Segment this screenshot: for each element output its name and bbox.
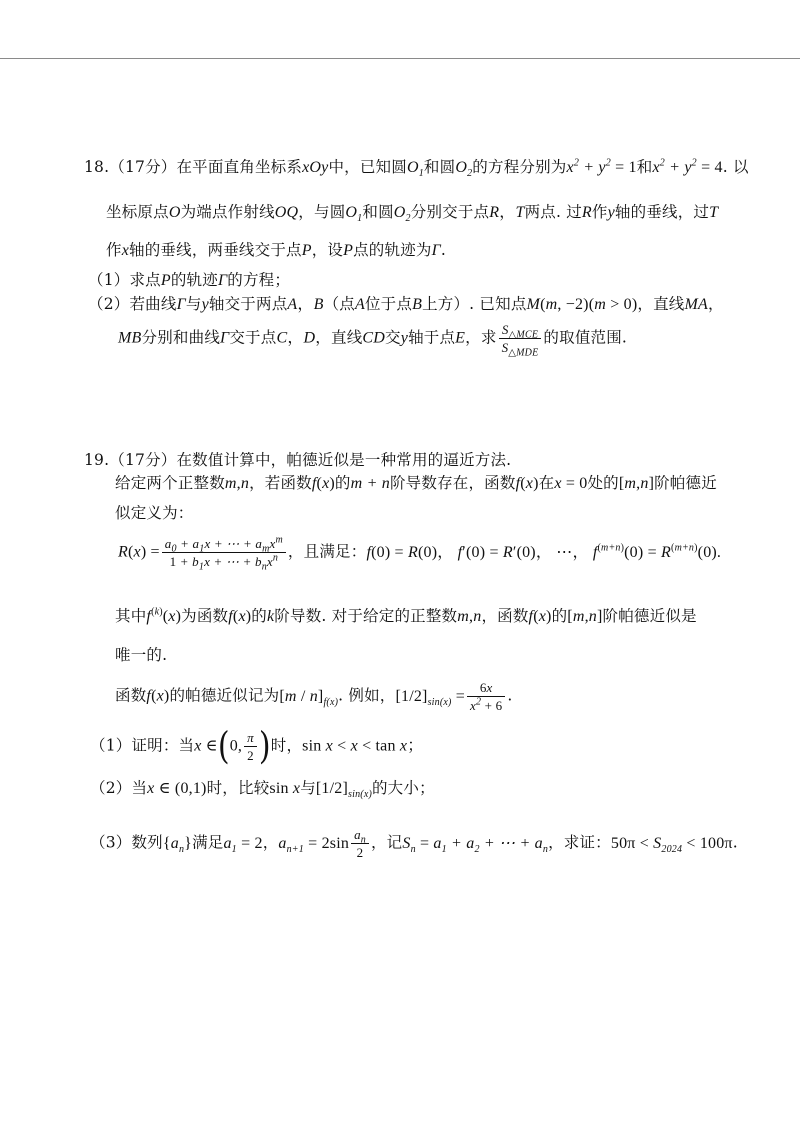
q19-mn-bracket: [m,n] [567,608,603,625]
q19-text: 为函数 [181,607,229,625]
q19-m-plus-n: m + n [350,475,390,492]
q18-a: A [354,296,365,313]
q18-text: 作 [591,203,608,221]
q19-text: ，且满足： [287,542,367,561]
q18-text: 为端点作射线 [180,203,275,221]
q19-text: 的帕德近似记为 [169,686,280,705]
q19-text: 唯一的. [115,646,168,664]
q19-text: 处的 [587,474,619,492]
q18-text: 作 [106,241,122,259]
top-divider [0,58,800,59]
q18-p: P [343,242,354,259]
q18-y: y [201,296,209,313]
q19-text: 时，比较 [206,779,270,797]
q19-text: 满足 [192,833,224,852]
q19-sum: $S_n = a_1 + a_2$ + ⋯ + $a_n$ [402,834,549,855]
q19-pi-over-2: $\frac{\pi}{2}$ [244,730,257,763]
q19-text: 似定义为： [115,504,194,522]
q18-point-m: M(m, −2)(m > 0) [526,296,638,313]
q19-text: 的 [551,607,568,625]
q19-sinx: sin x [269,780,301,797]
q18-text: 轴的垂线，两垂线交于点 [129,241,302,259]
q18-text: 和圆 [423,158,456,176]
q19-notation: $[m / n]_{f(x)}$ [279,687,339,708]
q19-line-3 [115,503,194,523]
q19-text: 与 [300,779,316,797]
q19-fx: f(x) [228,608,252,625]
q18-p: P [301,242,312,259]
q18-text: （1）求点 [88,271,161,289]
q18-text: 的方程； [227,271,291,289]
q19-recurrence: $a_{n+1} = 2\sin$ [278,834,350,855]
q18-area-ratio: $\frac{S_{\triangle MCE}}{S_{\triangle MDE}}$ [499,322,542,355]
q18-text: 轴的垂线，过 [614,203,710,221]
q19-line-1 [84,450,511,470]
q19-text: （1）证明：当 [90,736,195,755]
q18-part-2 [88,294,724,315]
q18-text: ， [708,295,724,313]
q18-mb: MB [118,329,142,347]
q18-b: B [412,296,423,313]
q18-part-1 [88,270,290,291]
q18-text: 与 [185,295,202,313]
q19-sequence: $\{a_n\}$ [162,834,193,855]
q18-line-2 [106,202,718,223]
q18-text: （点 [323,295,355,313]
q19-pade-fraction: $\frac{a_0 + a_1x + \cdots + a_mx^m}{1 + b_1x + \cdots + b_nx^n}$ [162,536,286,569]
q18-p: P [160,272,171,289]
q18-eq2: $x^2 + y^2 = 4$ [652,157,723,176]
q19-line-5 [115,606,697,627]
q19-sub-2 [90,778,435,799]
q18-text: 中，已知圆 [328,158,407,176]
q18-gamma: Γ [176,296,186,313]
q19-x-in-01: x ∈ (0,1) [147,780,207,797]
q19-rx: R(x) = [118,543,160,561]
q19-example-fraction: $\frac{6x}{x^2 + 6}$ [467,680,505,713]
q18-text: ，求 [465,328,497,347]
q19-text: 时， [270,736,303,755]
q19-fk: $f^{(k)}(x)$ [146,606,182,625]
q18-text: （2）若曲线 [88,295,177,313]
q19-line-7 [115,680,512,713]
q18-xoy: xOy [302,159,329,176]
q19-x-eq-0: x = 0 [554,475,588,492]
q18-e: E [455,329,466,347]
q18-eq1: $x^2 + y^2 = 1$ [566,157,637,176]
q18-circle-o2: $O_2$ [455,159,473,180]
q18-text: 两点. 过 [524,203,582,221]
q19-x-in-interval: x ∈ [194,737,218,755]
q19-mn: m,n [224,475,250,492]
q18-text: 坐标原点 [106,203,169,221]
q19-text: 阶帕德近 [654,474,717,492]
q19-text: 给定两个正整数 [115,474,225,492]
q19-text: . [732,833,738,852]
q19-text: ，记 [370,833,403,852]
q19-text: （2）当 [90,779,148,797]
q19-fx: f(x) [515,475,539,492]
q18-text: 点的轨迹为 [353,241,432,259]
q19-zero: 0, [229,737,243,755]
q19-text: . 例如， [338,686,396,705]
q18-gamma: Γ [431,242,441,259]
q19-line-2 [115,473,717,494]
q18-heading: 18.（17分）在平面直角坐标系 [84,158,303,176]
q18-text: 交 [385,328,401,347]
q19-sub-1 [90,724,424,768]
q19-inequality: sin x < x < tan x； [302,737,424,755]
q18-x: x [121,242,130,259]
q19-sub-3 [90,827,738,860]
q18-text: ，设 [311,241,344,259]
q19-fx: f(x) [528,608,552,625]
q19-text: ， [262,833,279,852]
q19-conditions: f(0) = R(0)， f′(0) = R′(0)， ⋯， $f^{(m+n)}(0) = R^{(m+n)}(0)$. [366,542,722,561]
q19-text: 其中 [115,607,147,625]
q18-text: . [440,241,447,259]
q18-o2: $O_2$ [393,204,411,225]
q19-text: 阶导数. 对于给定的正整数 [274,607,458,625]
q19-bound: $50\pi < S_{2024} < 100\pi$ [610,834,733,855]
q18-circle-o1: $O_1$ [406,159,424,180]
q19-text: 的大小； [371,779,435,797]
q18-text: 交于点 [229,328,277,347]
q19-text: . [507,686,513,705]
q19-text: 在 [538,474,555,492]
q19-text: 函数 [115,686,147,705]
q18-gamma: Γ [220,329,230,347]
q18-text: ，直线 [637,295,685,313]
q19-mn-bracket: [m,n] [618,475,655,492]
q18-cd: C，D [276,329,316,347]
q18-ab: A，B [287,296,324,313]
q18-part-2-cont [118,322,628,359]
q18-text: 分别和曲线 [141,328,221,347]
q19-line-6 [115,645,167,665]
q18-y: y [400,329,409,347]
q19-text: ，求证： [548,833,611,852]
q18-text: 分别交于点 [410,203,490,221]
q18-cd-line: CD [362,329,386,347]
q18-text: 的方程分别为 [472,158,567,176]
q19-text: ，函数 [481,607,529,625]
q19-text: 阶帕德近似是 [602,607,697,625]
q19-a1: $a_1 = 2$ [223,834,263,855]
q19-mn: m,n [457,608,482,625]
q19-heading: 19.（17分）在数值计算中，帕德近似是一种常用的逼近方法. [84,451,512,469]
q19-text: （3）数列 [90,833,163,852]
q18-y: y [607,204,615,221]
q19-definition [118,534,722,573]
q18-o1: $O_1$ [345,204,363,225]
q18-text: 和 [636,158,653,176]
q18-text: 上方）. 已知点 [422,295,527,313]
q18-t: T [709,204,719,221]
q18-text: 轴于点 [408,328,456,347]
q18-origin-o: O [168,204,181,221]
q19-text: 的 [334,474,351,492]
q19-text: 阶导数存在，函数 [389,474,516,492]
q18-line-1 [84,157,749,178]
q18-text: 位于点 [364,295,413,313]
q19-example: $[1/2]_{sin(x)}$ = [395,687,465,708]
q18-text: 的取值范围. [543,328,628,347]
q18-text: 轴交于两点 [208,295,288,313]
q19-text: 的 [251,607,267,625]
q18-text: ，直线 [315,328,363,347]
left-paren: ( [217,724,230,768]
q19-pade-sin: $[1/2]_{sin(x)}$ [315,780,372,801]
q19-fx: f(x) [146,687,170,705]
q19-an-over-2: $\frac{a_n}{2}$ [351,827,369,860]
q19-text: ，若函数 [249,474,312,492]
q18-text: 的轨迹 [170,271,218,289]
q18-points-rt: R，T [489,204,525,221]
right-paren: ) [258,724,271,768]
q19-k: k [266,608,275,625]
q18-gamma: Γ [217,272,228,289]
q18-text: ，与圆 [298,203,346,221]
q18-text: . 以 [722,158,749,176]
q18-line-3 [106,240,446,261]
q19-fx: f(x) [311,475,335,492]
q18-r: R [581,204,592,221]
q18-ma: MA [684,296,708,313]
q18-ray-oq: OQ [274,204,299,221]
q18-text: 和圆 [362,203,394,221]
